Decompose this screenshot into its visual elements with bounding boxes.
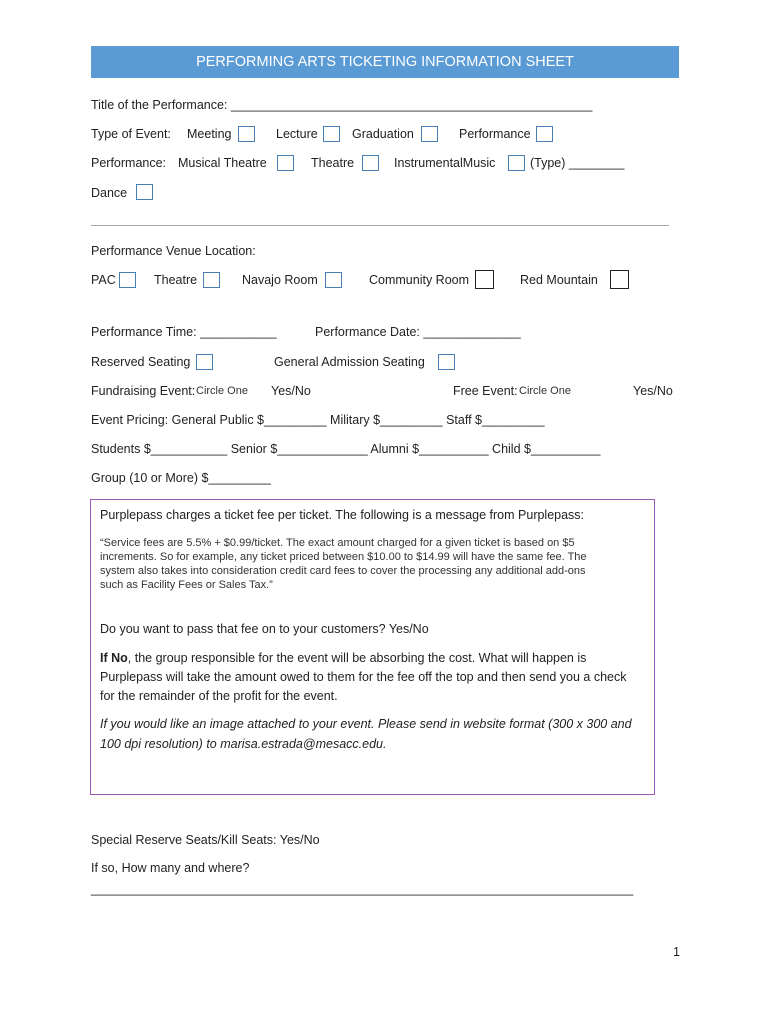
section-divider xyxy=(91,225,669,226)
event-type-label: Type of Event: xyxy=(91,127,171,141)
notice-line-3: for the remainder of the profit for the event. xyxy=(100,689,338,703)
venue-pac-checkbox[interactable] xyxy=(119,272,136,288)
page-number: 1 xyxy=(673,945,680,959)
free-event-yes-no[interactable]: Yes/No xyxy=(633,384,673,398)
notice-line-2: Purplepass will take the amount owed to them for the fee off the top and then send you a check xyxy=(100,670,627,684)
students-pricing-line[interactable]: Students $___________ Senior $_____________ Alumni $__________ Child $__________ xyxy=(91,442,601,456)
venue-label: Performance Venue Location: xyxy=(91,244,256,258)
performance-musical-theatre-checkbox[interactable] xyxy=(277,155,294,171)
event-type-meeting-checkbox[interactable] xyxy=(238,126,255,142)
notice-quote-line-3: system also takes into consideration credit card fees to cover the processing any additional add-ons xyxy=(100,565,586,577)
event-pricing-line[interactable]: Event Pricing: General Public $_________ Military $_________ Staff $_________ xyxy=(91,413,545,427)
event-type-lecture-checkbox[interactable] xyxy=(323,126,340,142)
notice-question[interactable]: Do you want to pass that fee on to your customers? Yes/No xyxy=(100,622,429,636)
performance-theatre-checkbox[interactable] xyxy=(362,155,379,171)
event-type-graduation-checkbox[interactable] xyxy=(421,126,438,142)
performance-instrumental-label: InstrumentalMusic xyxy=(394,156,496,170)
venue-theatre-checkbox[interactable] xyxy=(203,272,220,288)
page-header xyxy=(91,46,679,78)
venue-theatre-label: Theatre xyxy=(154,273,198,287)
performance-date-field[interactable]: Performance Date: ______________ xyxy=(315,325,521,339)
fundraising-yes-no[interactable]: Yes/No xyxy=(271,384,311,398)
fundraising-circle-one: Circle One xyxy=(196,385,248,397)
reserved-seating-label: Reserved Seating xyxy=(91,355,191,369)
notice-quote-line-4: such as Facility Fees or Sales Tax.” xyxy=(100,579,273,591)
how-many-field[interactable]: ______________________________________________________________________________ xyxy=(91,882,634,896)
free-event-label: Free Event: xyxy=(453,384,518,398)
notice-image-line-2: 100 dpi resolution) to marisa.estrada@mesacc.edu. xyxy=(100,737,387,751)
dance-label: Dance xyxy=(91,186,128,200)
free-event-circle-one: Circle One xyxy=(519,385,571,397)
venue-community-label: Community Room xyxy=(369,273,470,287)
page-title: PERFORMING ARTS TICKETING INFORMATION SHEET xyxy=(196,54,574,70)
event-type-meeting-label: Meeting xyxy=(187,127,232,141)
event-type-lecture-label: Lecture xyxy=(276,127,318,141)
notice-intro: Purplepass charges a ticket fee per ticket. The following is a message from Purplepass: xyxy=(100,508,585,522)
performance-instrumental-checkbox[interactable] xyxy=(508,155,525,171)
fundraising-label: Fundraising Event: xyxy=(91,384,196,398)
venue-community-checkbox[interactable] xyxy=(475,270,494,289)
notice-quote-line-2: increments. So for example, any ticket priced between $10.00 to $14.99 will have the same fee. The xyxy=(100,551,587,563)
if-no-rest: , the group responsible for the event will be absorbing the cost. What will happen is xyxy=(127,651,587,665)
general-admission-checkbox[interactable] xyxy=(438,354,455,370)
title-field[interactable]: Title of the Performance: ____________________________________________________ xyxy=(91,98,593,112)
performance-type-field[interactable]: (Type) ________ xyxy=(530,156,625,170)
notice-if-no-line xyxy=(100,651,586,665)
if-no-emphasis: If No xyxy=(100,651,128,665)
notice-image-line-1: If you would like an image attached to your event. Please send in website format (300 x 300 and xyxy=(100,717,632,731)
general-admission-label: General Admission Seating xyxy=(274,355,425,369)
performance-time-field[interactable]: Performance Time: ___________ xyxy=(91,325,277,339)
event-type-graduation-label: Graduation xyxy=(352,127,414,141)
performance-theatre-label: Theatre xyxy=(311,156,355,170)
event-type-performance-checkbox[interactable] xyxy=(536,126,553,142)
venue-navajo-checkbox[interactable] xyxy=(325,272,342,288)
venue-red-mountain-label: Red Mountain xyxy=(520,273,598,287)
venue-red-mountain-checkbox[interactable] xyxy=(610,270,629,289)
dance-checkbox[interactable] xyxy=(136,184,153,200)
venue-navajo-label: Navajo Room xyxy=(242,273,318,287)
special-reserve-seats[interactable]: Special Reserve Seats/Kill Seats: Yes/No xyxy=(91,833,320,847)
performance-label: Performance: xyxy=(91,156,167,170)
how-many-label: If so, How many and where? xyxy=(91,861,250,875)
notice-quote-line-1: “Service fees are 5.5% + $0.99/ticket. The exact amount charged for a given ticket is based on $5 xyxy=(100,537,575,549)
event-type-performance-label: Performance xyxy=(459,127,531,141)
reserved-seating-checkbox[interactable] xyxy=(196,354,213,370)
performance-musical-theatre-label: Musical Theatre xyxy=(178,156,267,170)
group-pricing-line[interactable]: Group (10 or More) $_________ xyxy=(91,471,271,485)
venue-pac-label: PAC xyxy=(91,273,116,287)
